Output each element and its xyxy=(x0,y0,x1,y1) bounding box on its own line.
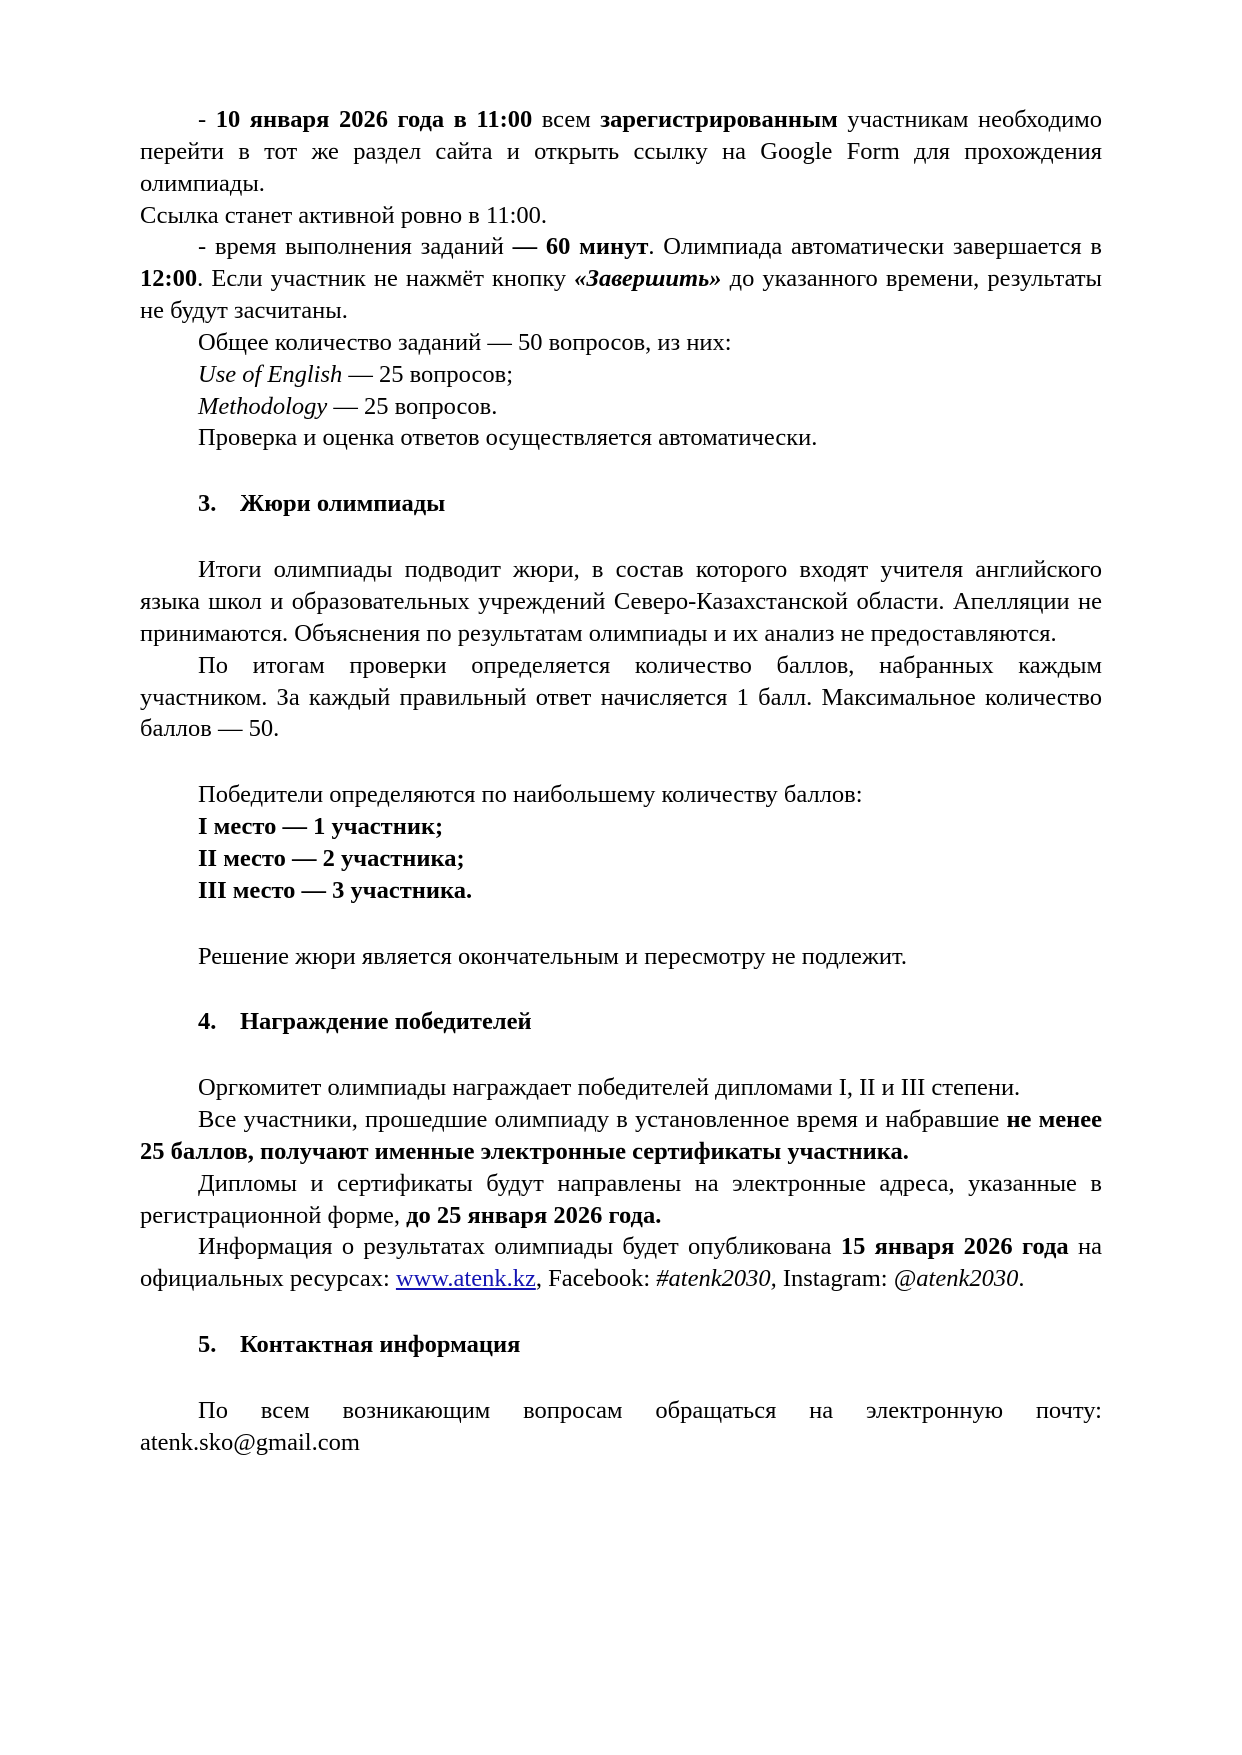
text-jan10-2: участникам необходимо перейти в тот же раздел сайта и открыть ссылку на Google Form для прохождения олимпиады. xyxy=(140,106,1102,197)
heading-jury-number: 3. xyxy=(198,490,217,518)
heading-awards-number: 4. xyxy=(198,1008,217,1036)
paragraph-methodology xyxy=(140,391,1102,423)
paragraph-auto-check: Проверка и оценка ответов осуществляется автоматически. xyxy=(198,424,818,452)
text-results-2: на официальных ресурсах: xyxy=(140,1233,1102,1293)
bold-end-time: 12:00 xyxy=(140,265,198,293)
paragraph-link-active: Ссылка станет активной ровно в 11:00. xyxy=(140,201,548,229)
paragraph-jury-composition: Итоги олимпиады подводит жюри, в состав которого входят учителя английского языка школ и образовательных учреждений Северо-Казахстанской области. Апелляции не принимаются. Объяснения по результатам олимпиады и их анализ не предоставляются. xyxy=(140,556,1102,647)
paragraph-results-publication xyxy=(140,1231,1102,1295)
paragraph-diplomas: Оргкомитет олимпиады награждает победителей дипломами I, II и III степени. xyxy=(198,1074,1021,1102)
text-duration-2: . Олимпиада автоматически завершается в xyxy=(648,233,1102,261)
heading-jury xyxy=(140,488,1102,520)
spacer xyxy=(140,1361,1102,1395)
spacer xyxy=(140,972,1102,1006)
spacer xyxy=(140,1038,1102,1072)
text-results-1: Информация о результатах олимпиады будет опубликована xyxy=(198,1233,841,1261)
bold-min-25-points: не менее 25 баллов, получают именные электронные сертификаты участника. xyxy=(140,1106,1102,1165)
bold-delivery-deadline: до 25 января 2026 года. xyxy=(406,1201,662,1229)
spacer xyxy=(140,1295,1102,1329)
paragraph-use-of-english xyxy=(140,359,1102,391)
text-certificates-1: Все участники, прошедшие олимпиаду в установленное время и набравшие xyxy=(198,1106,1007,1134)
text-results-4: Instagram: xyxy=(776,1265,894,1293)
heading-contacts-title: Контактная информация xyxy=(240,1331,521,1359)
paragraph-certificates xyxy=(140,1104,1102,1168)
text-results-5: . xyxy=(1018,1265,1025,1293)
place-third: III место — 3 участника. xyxy=(198,876,473,904)
paragraph-contact-intro: По всем возникающим вопросам обращаться на электронную почту: xyxy=(198,1397,1102,1424)
text-delivery-1: Дипломы и сертификаты будут направлены на электронные адреса, указанные в регистрационной форме, xyxy=(140,1169,1102,1229)
text-duration-1: время выполнения заданий xyxy=(214,233,513,261)
dash-marker: - xyxy=(198,106,207,133)
italic-use-of-english: Use of English xyxy=(198,360,343,388)
heading-awards-title: Награждение победителей xyxy=(240,1008,532,1036)
heading-contacts xyxy=(140,1329,1102,1361)
bold-date-jan10: 10 января 2026 года в 11:00 xyxy=(215,106,533,133)
paragraph-winners-intro: Победители определяются по наибольшему количеству баллов: xyxy=(198,781,863,809)
bold-registered: зарегистрированным xyxy=(600,106,838,133)
contact-email: atenk.sko@gmail.com xyxy=(140,1428,360,1456)
heading-jury-title: Жюри олимпиады xyxy=(240,490,446,518)
facebook-handle: #atenk2030, xyxy=(656,1265,777,1293)
instagram-handle: @atenk2030 xyxy=(893,1265,1019,1293)
italic-finish-button-label: «Завершить» xyxy=(574,265,722,293)
text-methodology-count: — 25 вопросов. xyxy=(327,392,498,420)
website-link[interactable]: www.atenk.kz xyxy=(395,1265,536,1293)
paragraph-total-tasks: Общее количество заданий — 50 вопросов, из них: xyxy=(198,328,732,356)
heading-awards xyxy=(140,1006,1102,1038)
text-jan10-1: всем xyxy=(532,106,601,133)
spacer xyxy=(140,454,1102,488)
spacer xyxy=(140,745,1102,779)
text-use-of-english-count: — 25 вопросов; xyxy=(342,360,514,388)
paragraph-duration xyxy=(140,231,1102,327)
paragraph-registration-time xyxy=(140,104,1102,200)
bold-results-date: 15 января 2026 года xyxy=(840,1233,1069,1261)
spacer xyxy=(140,520,1102,554)
spacer xyxy=(140,907,1102,941)
text-results-3: , Facebook: xyxy=(535,1265,657,1293)
document-body xyxy=(140,104,1102,1459)
paragraph-delivery xyxy=(140,1168,1102,1232)
paragraph-final-decision: Решение жюри является окончательным и пересмотру не подлежит. xyxy=(198,942,907,970)
dash-marker-duration: - xyxy=(198,233,207,261)
text-duration-3: . Если участник не нажмёт кнопку xyxy=(197,265,575,293)
place-first: I место — 1 участник; xyxy=(198,813,444,841)
italic-methodology: Methodology xyxy=(198,392,328,420)
place-second: II место — 2 участника; xyxy=(198,844,465,872)
paragraph-scoring: По итогам проверки определяется количество баллов, набранных каждым участником. За каждый правильный ответ начисляется 1 балл. Максимальное количество баллов — 50. xyxy=(140,651,1102,743)
bold-60-minutes: — 60 минут xyxy=(512,233,649,261)
heading-contacts-number: 5. xyxy=(198,1331,217,1359)
text-duration-4: до указанного времени, результаты не будут засчитаны. xyxy=(140,265,1102,325)
